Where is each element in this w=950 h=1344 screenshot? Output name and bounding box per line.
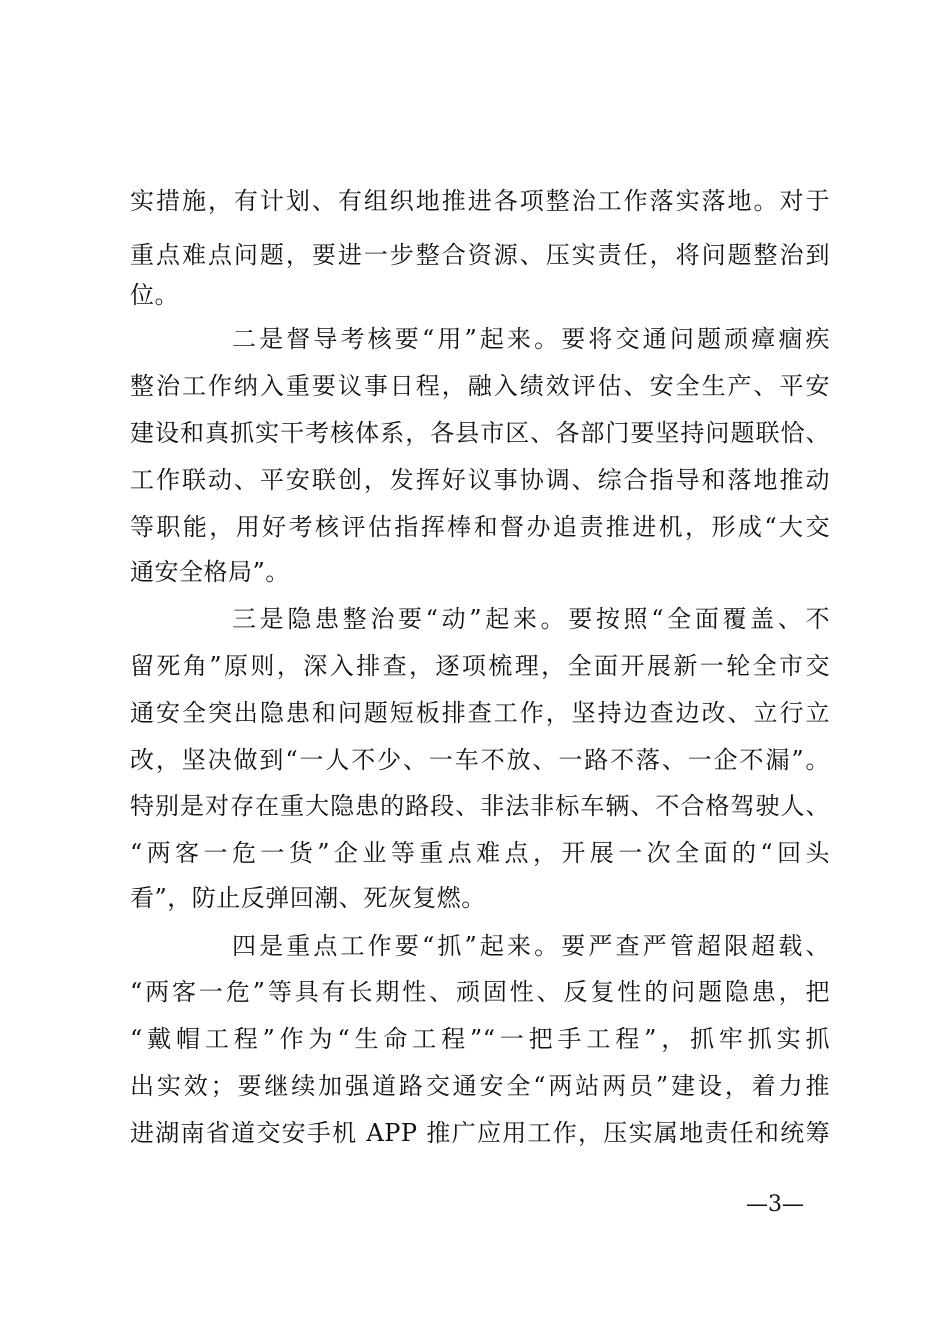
paragraph-line: 四是重点工作要“抓”起来。要严查严管超限超载、 [232, 932, 830, 960]
paragraph-line: 二是督导考核要“用”起来。要将交通问题顽瘴痼疾 [232, 325, 830, 353]
paragraph-line: “戴帽工程”作为“生命工程”“一把手工程”，抓牢抓实抓 [130, 1025, 830, 1053]
paragraph-line: 留死角”原则，深入排查，逐项梳理，全面开展新一轮全市交 [130, 652, 830, 680]
paragraph-line: 通安全突出隐患和问题短板排查工作，坚持边查边改、立行立 [130, 699, 830, 727]
paragraph-line: 特别是对存在重大隐患的路段、非法非标车辆、不合格驾驶人、 [130, 792, 830, 820]
paragraph-line: 改，坚决做到“一人不少、一车不放、一路不落、一企不漏”。 [130, 746, 830, 774]
paragraph-line: 等职能，用好考核评估指挥棒和督办追责推进机，形成“大交 [130, 513, 830, 541]
paragraph-line: 重点难点问题，要进一步整合资源、压实责任，将问题整治到 [130, 241, 830, 269]
paragraph-line: 建设和真抓实干考核体系，各县市区、各部门要坚持问题联恰、 [130, 419, 830, 447]
paragraph-line: 出实效；要继续加强道路交通安全“两站两员”建设，着力推 [130, 1072, 830, 1100]
page-number: —3— [746, 1192, 804, 1217]
paragraph-line: 整治工作纳入重要议事日程，融入绩效评估、安全生产、平安 [130, 372, 830, 400]
paragraph-line: “两客一危”等具有长期性、顽固性、反复性的问题隐患，把 [130, 978, 830, 1006]
paragraph-line: 工作联动、平安联创，发挥好议事协调、综合指导和落地推动 [130, 466, 830, 494]
paragraph-line: 看”，防止反弹回潮、死灰复燃。 [130, 884, 486, 912]
paragraph-line: 进湖南省道交安手机 APP 推广应用工作，压实属地责任和统筹 [130, 1119, 830, 1147]
paragraph-line: 位。 [130, 281, 179, 309]
paragraph-line: 三是隐患整治要“动”起来。要按照“全面覆盖、不 [232, 605, 830, 633]
paragraph-line: 实措施，有计划、有组织地推进各项整治工作落实落地。对于 [130, 187, 830, 215]
paragraph-line: “两客一危一货”企业等重点难点，开展一次全面的“回头 [130, 839, 830, 867]
paragraph-line: 通安全格局”。 [130, 558, 290, 586]
